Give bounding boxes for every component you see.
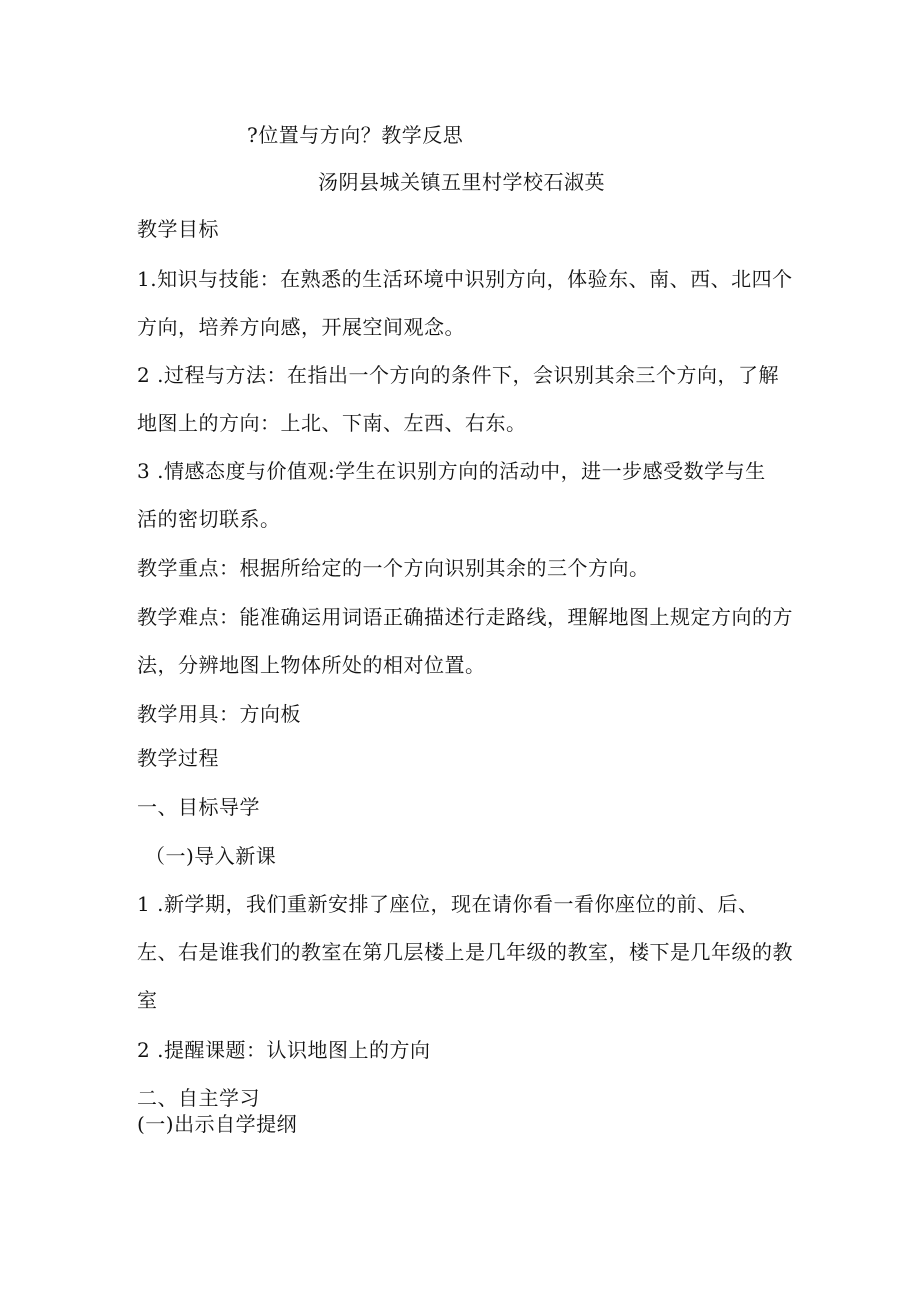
document-title: ?位置与方向？教学反思 (247, 123, 464, 147)
paragraph-line: 1 .新学期，我们重新安排了座位，现在请你看一看你座位的前、后、 (137, 892, 759, 916)
paragraph-line: 方向，培养方向感，开展空间观念。 (137, 315, 465, 339)
paragraph-line: 1.知识与技能：在熟悉的生活环境中识别方向，体验东、南、西、北四个 (137, 267, 793, 291)
paragraph-line: 法，分辨地图上物体所处的相对位置。 (137, 653, 486, 677)
section-heading-objectives: 教学目标 (137, 217, 219, 241)
paragraph-line: 教学用具：方向板 (137, 702, 301, 726)
paragraph-line: 2 .提醒课题：认识地图上的方向 (137, 1038, 431, 1062)
paragraph-line: 2 .过程与方法：在指出一个方向的条件下，会识别其余三个方向，了解 (137, 363, 779, 387)
paragraph-line: 地图上的方向：上北、下南、左西、右东。 (137, 411, 527, 435)
paragraph-line: 教学重点：根据所给定的一个方向识别其余的三个方向。 (137, 556, 650, 580)
document-author: 汤阴县城关镇五里村学校石淑英 (318, 170, 605, 194)
section-heading-process: 教学过程 (137, 746, 219, 770)
paragraph-line: 活的密切联系。 (137, 507, 281, 531)
section-heading: 二、自主学习 (137, 1086, 260, 1110)
paragraph-line: 教学难点：能准确运用词语正确描述行走路线，理解地图上规定方向的方 (137, 605, 793, 629)
subsection-heading: (一)出示自学提纲 (137, 1112, 298, 1136)
section-heading: 一、目标导学 (137, 795, 260, 819)
paragraph-line: 左、右是谁我们的教室在第几层楼上是几年级的教室，楼下是几年级的教 (137, 940, 793, 964)
paragraph-line: 3 .情感态度与价值观:学生在识别方向的活动中，进一步感受数学与生 (137, 459, 766, 483)
paragraph-line: 室 (137, 988, 158, 1012)
subsection-heading: （一)导入新课 (145, 844, 277, 868)
